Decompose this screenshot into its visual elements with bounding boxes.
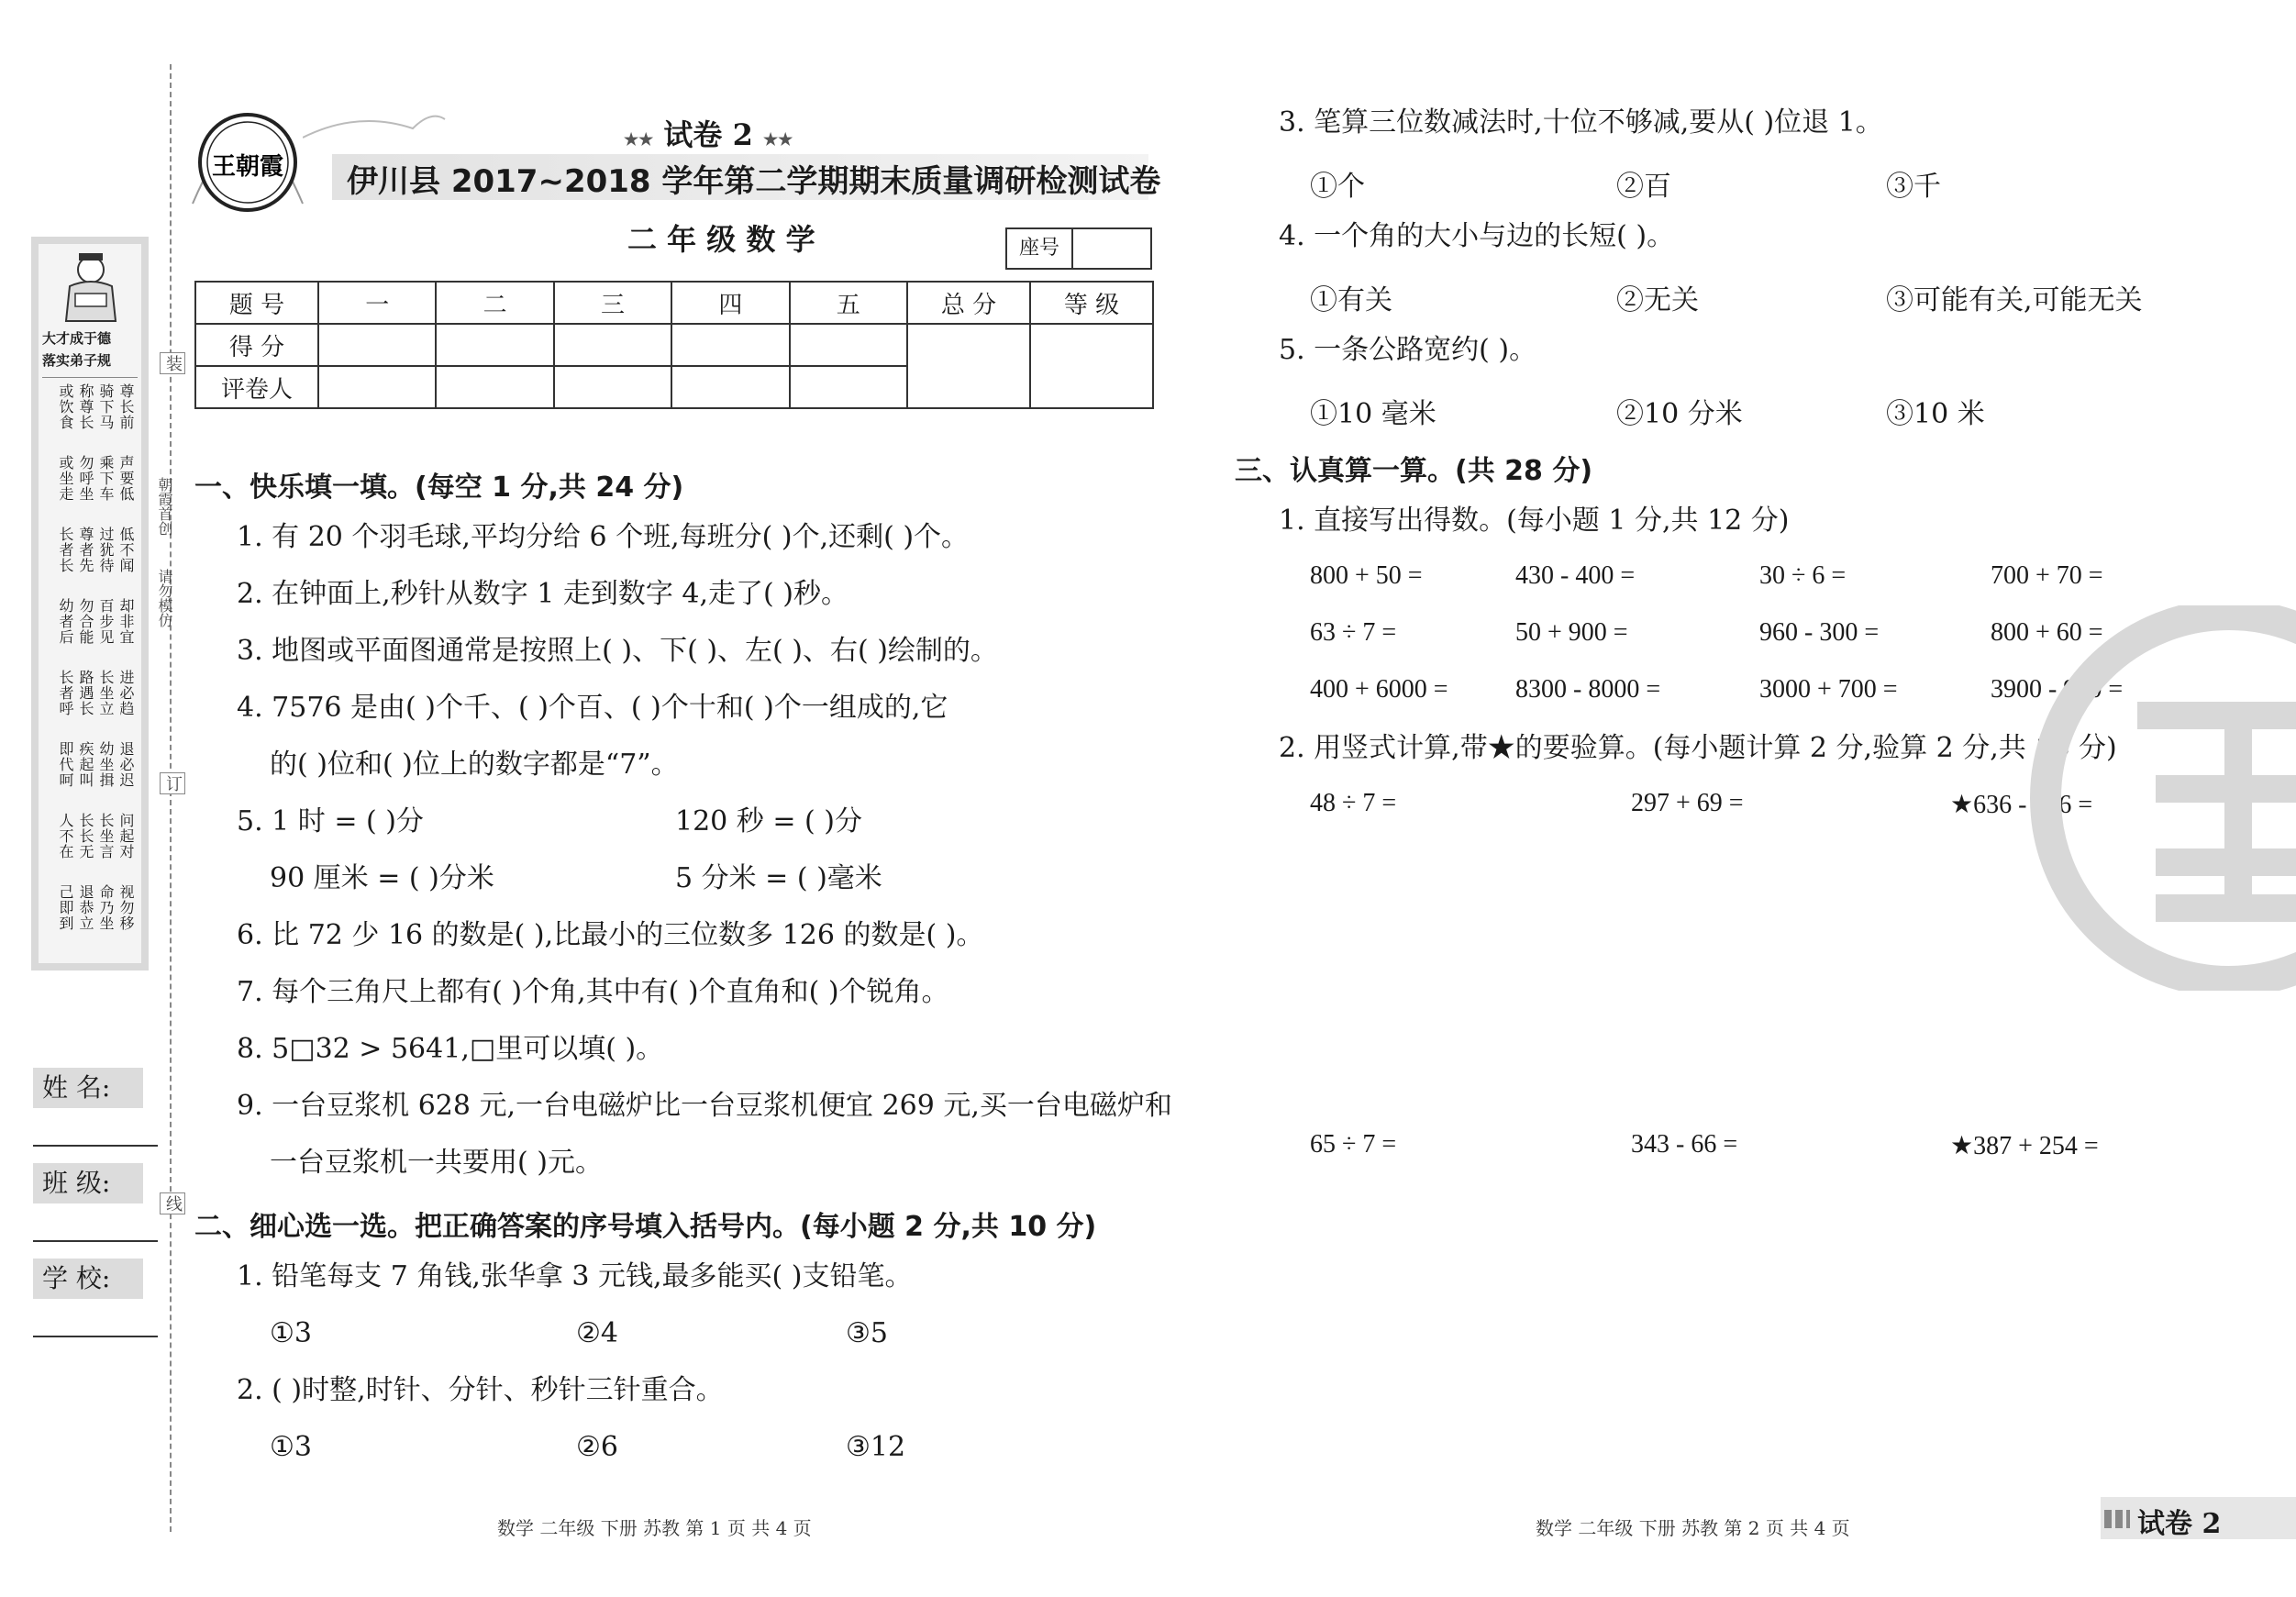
s2-question-5: 5. 一条公路宽约( )。	[1279, 334, 1537, 366]
motto-line-2: 落实弟子规	[42, 352, 112, 369]
equation: 800 + 60 =	[1991, 618, 2103, 647]
s2-q3-option-2[interactable]: ②百	[1616, 171, 1671, 203]
vertical-calc: 48 ÷ 7 =	[1310, 789, 1397, 817]
motto-strip-inner	[39, 244, 141, 963]
footer-left: 数学 二年级 下册 苏教 第 1 页 共 4 页	[497, 1517, 812, 1539]
score-table	[194, 281, 1154, 409]
equation: 63 ÷ 7 =	[1310, 618, 1397, 647]
grader-cell[interactable]	[318, 366, 436, 408]
s2-q2-option-2[interactable]: ②6	[576, 1431, 618, 1463]
equation: 960 - 300 =	[1759, 618, 1880, 647]
poem-column: 骑下马	[97, 383, 115, 430]
grader-row-label: 评卷人	[195, 366, 318, 408]
vertical-calc: 297 + 69 =	[1631, 789, 1744, 817]
poem-column: 长坐言	[97, 813, 115, 859]
equation: 700 + 70 =	[1991, 561, 2103, 590]
binding-mark-1: 朝霞首创	[156, 477, 173, 536]
cut-mark-3: 线	[160, 1192, 185, 1214]
grader-cell[interactable]	[554, 366, 671, 408]
equation: 3900 - 900 =	[1991, 675, 2124, 704]
s2-q1-option-1[interactable]: ①3	[270, 1317, 312, 1349]
footer-badge-box	[2101, 1497, 2296, 1539]
school-field[interactable]	[33, 1336, 158, 1337]
grade-cell[interactable]	[1030, 324, 1153, 408]
s2-q3-option-1[interactable]: ①个	[1310, 171, 1365, 203]
poem-column: 长者呼	[57, 670, 74, 716]
s1-question-8: 8. 5□32 > 5641,□里可以填( )。	[237, 1033, 664, 1065]
vertical-calc: 65 ÷ 7 =	[1310, 1130, 1397, 1159]
poem-column: 或坐走	[57, 455, 74, 502]
score-header-cell: 一	[318, 282, 436, 324]
poem-column: 称尊长	[77, 383, 94, 430]
s2-question-3: 3. 笔算三位数减法时,十位不够减,要从( )位退 1。	[1279, 106, 1883, 139]
binding-dashed-line	[170, 64, 172, 1532]
footer-pattern-icon	[2104, 1510, 2130, 1528]
s1-question-7: 7. 每个三角尺上都有( )个角,其中有( )个直角和( )个锐角。	[237, 976, 949, 1008]
paper-badge: ★★ 试卷 2 ★★	[624, 117, 793, 152]
poem-column: 乘下车	[97, 455, 115, 502]
s1-question-3: 3. 地图或平面图通常是按照上( )、下( )、左( )、右( )绘制的。	[237, 635, 998, 667]
class-field[interactable]	[33, 1240, 158, 1242]
poem-column: 退必迟	[117, 741, 135, 788]
poem-column: 长者长	[57, 527, 74, 573]
s2-q3-option-3[interactable]: ③千	[1886, 171, 1941, 203]
score-cell[interactable]	[790, 324, 907, 366]
poem-column: 低不闻	[117, 527, 135, 573]
s2-q4-option-2[interactable]: ②无关	[1616, 284, 1699, 316]
s2-q2-option-3[interactable]: ③12	[846, 1431, 906, 1463]
vertical-calc: ★636 - 276 =	[1950, 791, 2093, 819]
score-cell[interactable]	[318, 324, 436, 366]
s3-subtitle-1: 1. 直接写出得数。(每小题 1 分,共 12 分)	[1279, 505, 1790, 537]
s2-q5-option-2[interactable]: ②10 分米	[1616, 398, 1743, 430]
s2-q1-option-3[interactable]: ③5	[846, 1317, 888, 1349]
equation: 50 + 900 =	[1515, 618, 1628, 647]
equation: 400 + 6000 =	[1310, 675, 1448, 704]
poem-column: 却非宜	[117, 598, 135, 645]
s2-q2-option-1[interactable]: ①3	[270, 1431, 312, 1463]
poem-column: 命乃坐	[97, 884, 115, 931]
poem-column: 退恭立	[77, 884, 94, 931]
subject-title: 二 年 级 数 学	[627, 222, 815, 257]
s2-q1-option-2[interactable]: ②4	[576, 1317, 618, 1349]
score-header-cell: 题 号	[195, 282, 318, 324]
s1-question-5b: 120 秒 = ( )分	[675, 805, 862, 837]
ribbon-decoration-icon	[303, 101, 449, 156]
confidential-seal-icon	[2018, 605, 2296, 991]
grader-cell[interactable]	[790, 366, 907, 408]
poem-column: 百步见	[97, 598, 115, 645]
publisher-logo-icon	[183, 103, 312, 222]
s2-q5-option-3[interactable]: ③10 米	[1886, 398, 1985, 430]
page-title: 伊川县 2017~2018 学年第二学期期末质量调研检测试卷	[347, 163, 1161, 200]
poem-column: 幼坐揖	[97, 741, 115, 788]
poem-column: 勿合能	[77, 598, 94, 645]
s2-question-2: 2. ( )时整,时针、分针、秒针三针重合。	[237, 1374, 724, 1406]
seat-number-box[interactable]	[1005, 227, 1152, 270]
total-score-cell[interactable]	[907, 324, 1030, 408]
s1-question-5d: 5 分米 = ( )毫米	[675, 862, 882, 894]
grader-cell[interactable]	[436, 366, 553, 408]
score-row	[195, 324, 1153, 366]
scholar-illustration-icon	[59, 250, 123, 323]
s1-question-9: 9. 一台豆浆机 628 元,一台电磁炉比一台豆浆机便宜 269 元,买一台电磁炉和	[237, 1090, 1172, 1122]
s1-question-1: 1. 有 20 个羽毛球,平均分给 6 个班,每班分( )个,还剩( )个。	[237, 521, 970, 553]
score-row-label: 得 分	[195, 324, 318, 366]
grader-cell[interactable]	[671, 366, 789, 408]
score-header-cell: 四	[671, 282, 789, 324]
s1-question-2: 2. 在钟面上,秒针从数字 1 走到数字 4,走了( )秒。	[237, 578, 849, 610]
poem-column: 声要低	[117, 455, 135, 502]
motto-strip	[31, 237, 149, 970]
poem-column: 过犹待	[97, 527, 115, 573]
motto-line-1: 大才成于德	[42, 330, 112, 347]
s1-question-4-cont: 的( )位和( )位上的数字都是“7”。	[270, 749, 679, 781]
s1-question-4: 4. 7576 是由( )个千、( )个百、( )个十和( )个一组成的,它	[237, 692, 948, 724]
poem-column: 进必趋	[117, 670, 135, 716]
s2-question-1: 1. 铅笔每支 7 角钱,张华拿 3 元钱,最多能买( )支铅笔。	[237, 1260, 913, 1292]
section3-title: 三、认真算一算。(共 28 分)	[1235, 455, 1593, 487]
class-label: 班 级:	[33, 1163, 143, 1203]
s2-q4-option-3[interactable]: ③可能有关,可能无关	[1886, 284, 2143, 316]
vertical-calc: ★387 + 254 =	[1950, 1132, 2099, 1160]
s2-q5-option-1[interactable]: ①10 毫米	[1310, 398, 1436, 430]
poem-column: 即代呵	[57, 741, 74, 788]
footer-badge: 试卷 2	[2137, 1508, 2222, 1540]
poem-column: 人不在	[57, 813, 74, 859]
equation: 800 + 50 =	[1310, 561, 1423, 590]
score-header-cell: 总 分	[907, 282, 1030, 324]
name-field[interactable]	[33, 1145, 158, 1147]
poem-column: 己即到	[57, 884, 74, 931]
poem-column: 视勿移	[117, 884, 135, 931]
score-cell[interactable]	[436, 324, 553, 366]
s1-question-5a: 5. 1 时 = ( )分	[237, 805, 424, 837]
score-cell[interactable]	[671, 324, 789, 366]
equation: 8300 - 8000 =	[1515, 675, 1661, 704]
poem-column: 尊者先	[77, 527, 94, 573]
school-label: 学 校:	[33, 1259, 143, 1299]
poem-column: 幼者后	[57, 598, 74, 645]
footer-right: 数学 二年级 下册 苏教 第 2 页 共 4 页	[1536, 1517, 1850, 1539]
binding-mark-2: 请勿模仿	[156, 569, 173, 627]
vertical-calc: 343 - 66 =	[1631, 1130, 1738, 1159]
s1-question-9-cont: 一台豆浆机一共要用( )元。	[270, 1147, 603, 1179]
poem-column: 问起对	[117, 813, 135, 859]
score-header-cell: 二	[436, 282, 553, 324]
score-table-header-row	[195, 282, 1153, 324]
s1-question-5c: 90 厘米 = ( )分米	[270, 862, 494, 894]
paper-badge-text: 试卷 2	[663, 117, 753, 152]
s2-q4-option-1[interactable]: ①有关	[1310, 284, 1392, 316]
poem-column: 勿呼坐	[77, 455, 94, 502]
score-header-cell: 三	[554, 282, 671, 324]
s3-subtitle-2: 2. 用竖式计算,带★的要验算。(每小题计算 2 分,验算 2 分,共 16 分)	[1279, 732, 2117, 764]
poem-column: 尊长前	[117, 383, 135, 430]
poem-column: 路遇长	[77, 670, 94, 716]
logo-text: 王朝霞	[211, 153, 284, 181]
equation: 430 - 400 =	[1515, 561, 1636, 590]
poem-column: 长坐立	[97, 670, 115, 716]
seat-label: 座号	[1007, 229, 1073, 268]
poem-column: 疾起叫	[77, 741, 94, 788]
equation: 3000 + 700 =	[1759, 675, 1898, 704]
section1-title: 一、快乐填一填。(每空 1 分,共 24 分)	[194, 471, 684, 504]
equation: 30 ÷ 6 =	[1759, 561, 1847, 590]
cut-mark-2: 订	[160, 772, 185, 794]
score-header-cell: 等 级	[1030, 282, 1153, 324]
poem-area	[48, 383, 139, 961]
cut-mark-1: 装	[160, 352, 185, 374]
score-header-cell: 五	[790, 282, 907, 324]
s1-question-6: 6. 比 72 少 16 的数是( ),比最小的三位数多 126 的数是( )。	[237, 919, 984, 951]
poem-column: 长长无	[77, 813, 94, 859]
section2-title: 二、细心选一选。把正确答案的序号填入括号内。(每小题 2 分,共 10 分)	[194, 1211, 1097, 1243]
s2-question-4: 4. 一个角的大小与边的长短( )。	[1279, 220, 1675, 252]
poem-column: 或饮食	[57, 383, 74, 430]
name-label: 姓 名:	[33, 1068, 143, 1108]
score-cell[interactable]	[554, 324, 671, 366]
